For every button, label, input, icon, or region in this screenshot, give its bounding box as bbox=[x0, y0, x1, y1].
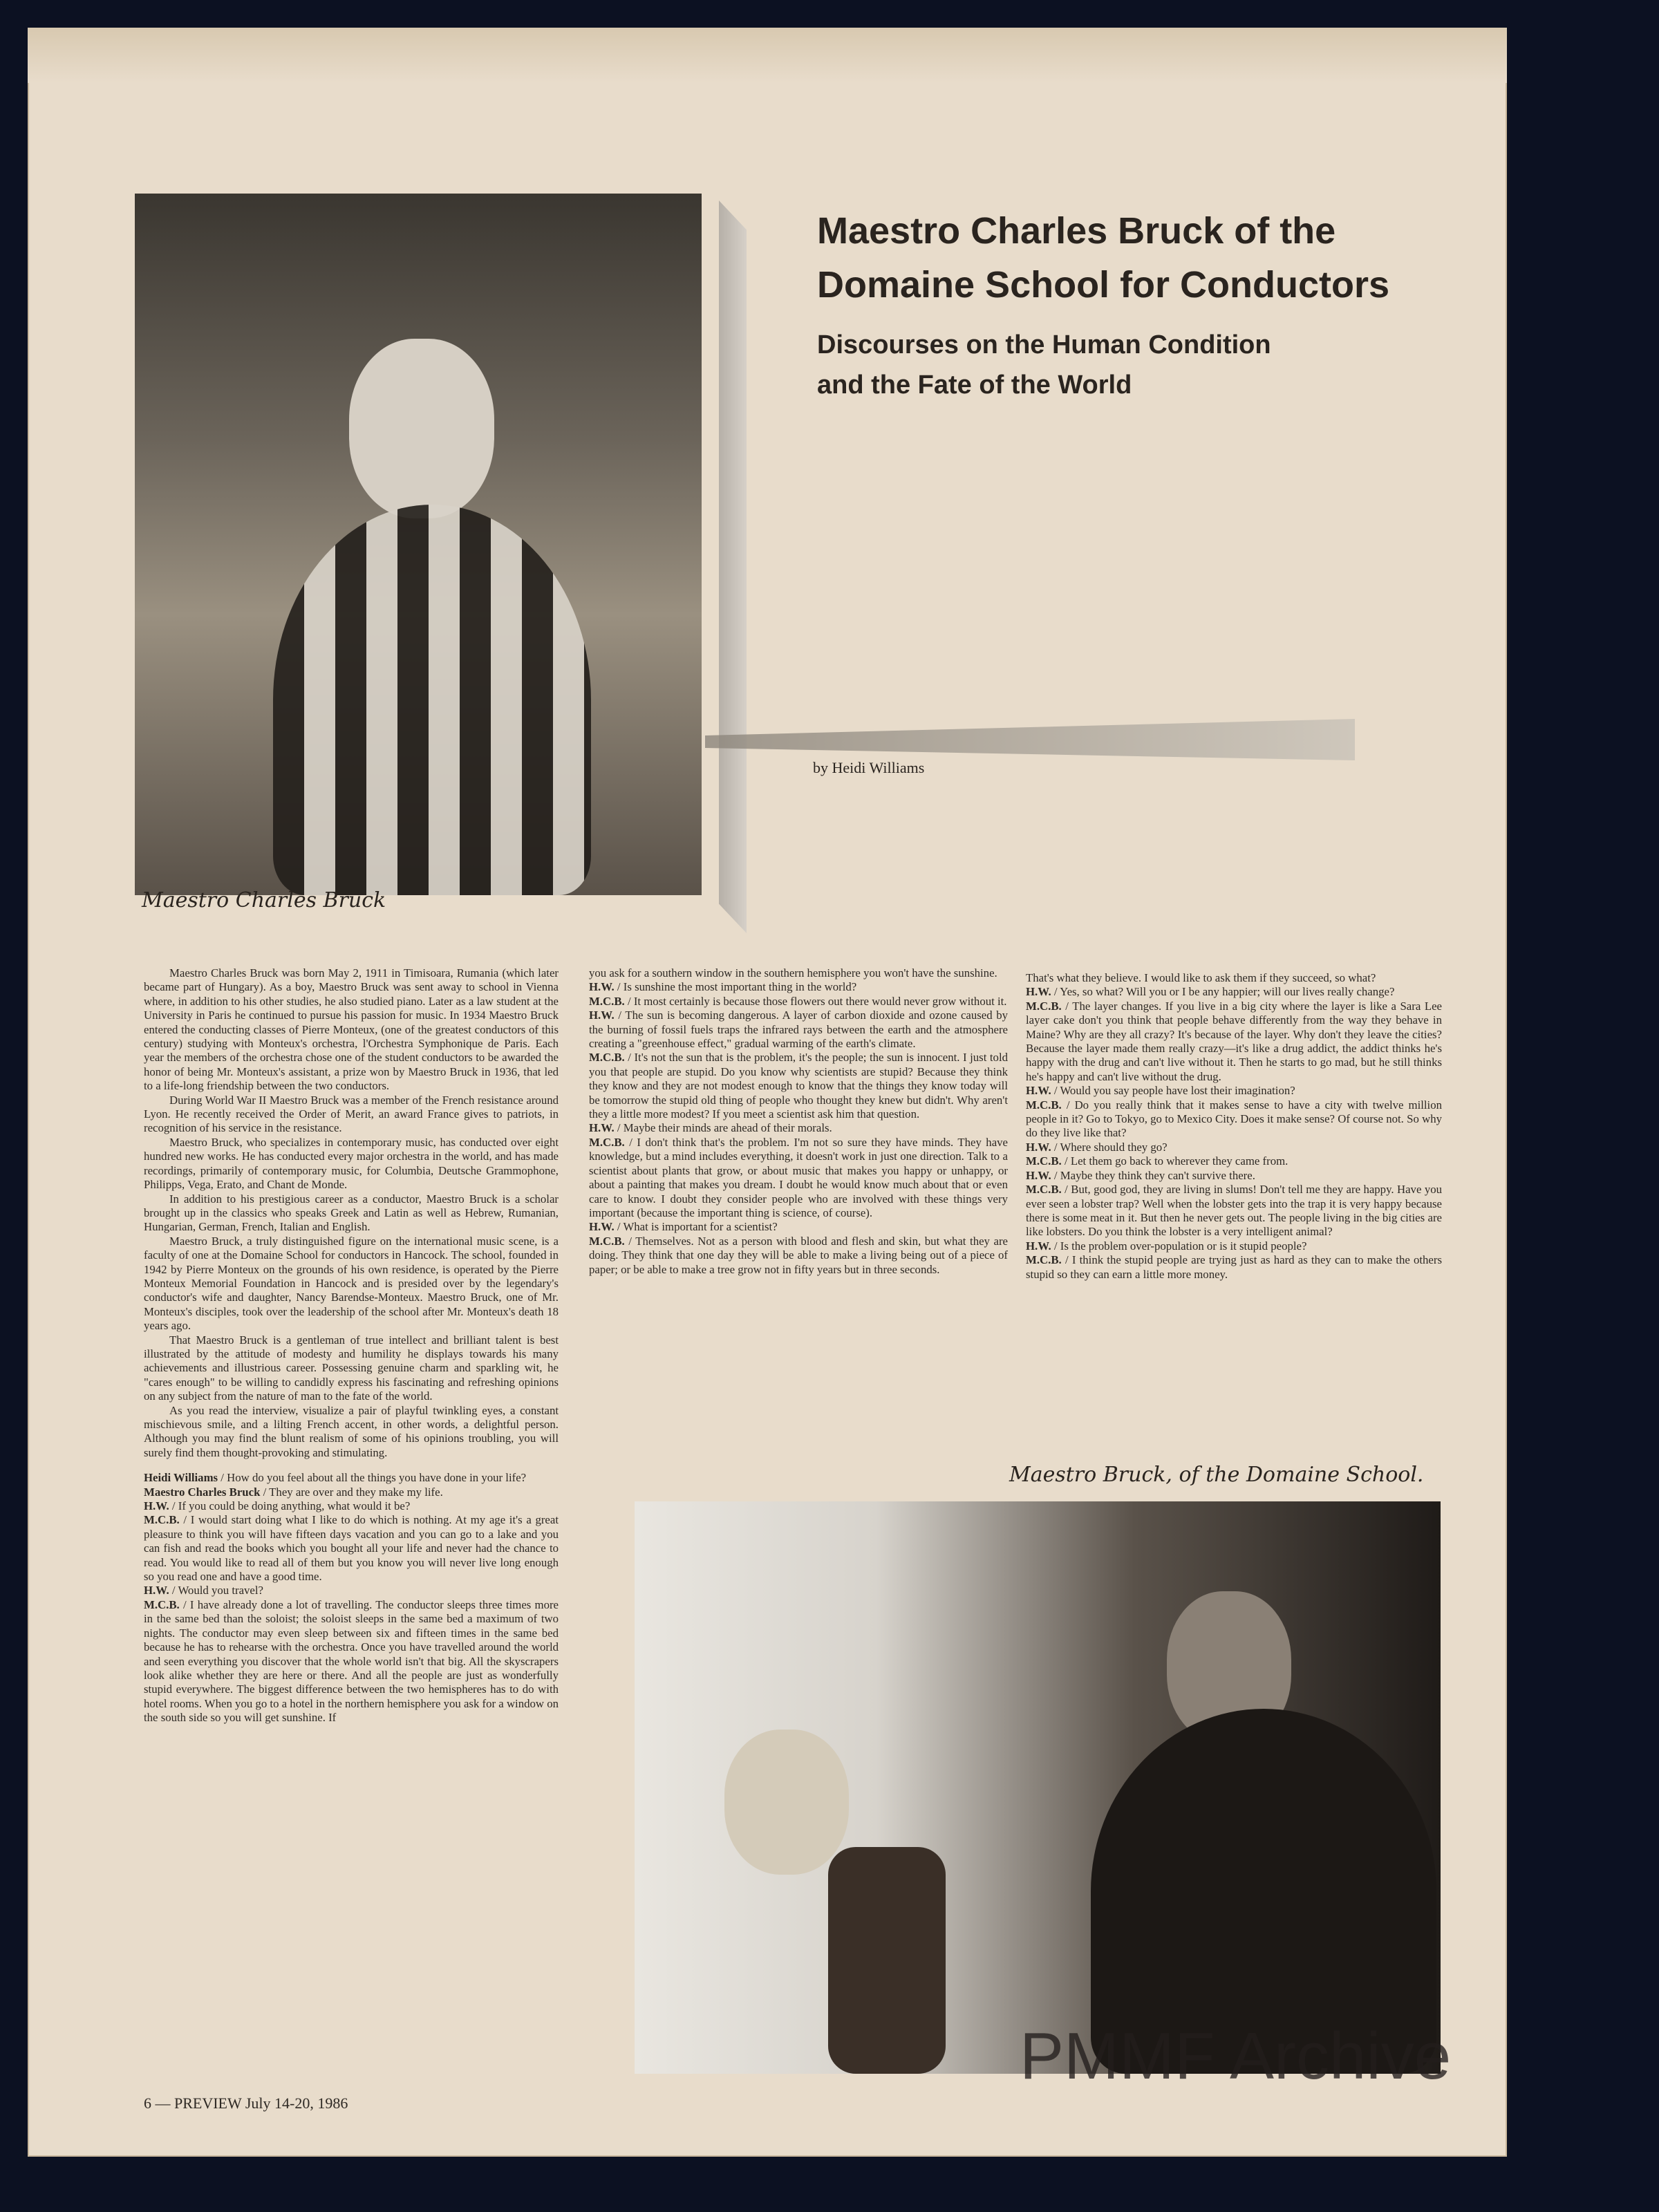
qa-entry: H.W. / Yes, so what? Will you or I be any happier; will our lives really change? bbox=[1026, 985, 1395, 999]
decorative-bar bbox=[719, 200, 747, 933]
paragraph: As you read the interview, visualize a pair of playful twinkling eyes, a constant mischievous smile, and a lilting French accent, in other words, a delightful person. Although you may find the blunt realism of some of his opinions troubling, you will surely find them thought-provoking and stimulating. bbox=[144, 1403, 559, 1459]
photo-caption-2: Maestro Bruck, of the Domaine School. bbox=[1009, 1463, 1424, 1487]
qa-entry: M.C.B. / Do you really think that it makes sense to have a city with twelve million people in it? Go to Tokyo, go to Mexico City. Does it make sense? Of course not. So why do they live like that? bbox=[1026, 1098, 1442, 1140]
portrait-photo bbox=[135, 194, 702, 895]
qa-entry: M.C.B. / I have already done a lot of travelling. The conductor sleeps three times more in the same bed than the soloist; the soloist sleeps in the same bed a maximum of two nights. The conductor may even sleep between six and fifteen times in the same bed because he has to rehearse with the orchestra. Once you have travelled around the world and seen everything you discover that the whole world isn't that big. All the skyscrapers look alike whether they are here or there. And all the people are just as wonderfully stupid everywhere. The biggest difference between the two hemispheres has to do with hotel rooms. When you go to a hotel in the northern hemisphere you ask for a window on the south side so you will get sunshine. If bbox=[144, 1597, 559, 1725]
qa-entry: M.C.B. / It's not the sun that is the problem, it's the people; the sun is innocent. I just told you that people are stupid. Do you know why scientists are stupid? Because they think they know and they are not modest enough to know that the things they know today will be tomorrow the stupid old thing of people who thought they knew but didn't. Why aren't they a little more modest? If you meet a scientist ask him that question. bbox=[589, 1051, 1008, 1121]
qa-entry: H.W. / Where should they go? bbox=[1026, 1140, 1168, 1154]
page-fold bbox=[28, 28, 1507, 83]
qa-entry: H.W. / Maybe their minds are ahead of their morals. bbox=[589, 1121, 832, 1135]
portrait-plaid-shirt bbox=[273, 505, 591, 895]
article-column-2 bbox=[589, 966, 1008, 1277]
qa-entry: M.C.B. / Themselves. Not as a person with blood and flesh and skin, but what they are doing. They think that one day they will be able to make a living being out of a piece of paper; or be able to make a tree grow not in fifty years but in three seconds. bbox=[589, 1234, 1009, 1276]
qa-entry: H.W. / Is the problem over-population or is it stupid people? bbox=[1026, 1239, 1307, 1253]
qa-entry: M.C.B. / But, good god, they are living in slums! Don't tell me they are happy. Have you ever seen a lobster trap? Well when the lobster gets into the trap it is very happy because there is some meat in it. But then he never gets out. The people living in the big cities are like lobsters. Do you think the lobster is a very intelligent animal? bbox=[1026, 1183, 1442, 1239]
qa-entry: M.C.B. / I would start doing what I like to do which is nothing. At my age it's a great pleasure to think you will have fifteen days vacation and you can go to a lake and you can fish and read the books which you bought all your life and never had the chance to read. You would like to read all of them but you know you will never live long enough so you read one and have a good time. bbox=[144, 1513, 559, 1584]
archive-watermark: PMMF Archive bbox=[1020, 2019, 1452, 2093]
paragraph: Maestro Bruck, who specializes in contemporary music, has conducted over eight hundred new works. He has conducted every major orchestra in the world, and has made recordings, primarily of contemporary music, for Columbia, Deutsche Grammophone, Philipps, Vega, Erato, and Chant de Monde. bbox=[144, 1135, 559, 1192]
qa-entry: H.W. / Maybe they think they can't survive there. bbox=[1026, 1168, 1255, 1182]
qa-entry: you ask for a southern window in the southern hemisphere you won't have the sunshine. bbox=[589, 966, 997, 980]
qa-entry: Heidi Williams / How do you feel about all the things you have done in your life? bbox=[144, 1471, 527, 1485]
qa-entry: M.C.B. / The layer changes. If you live in a big city where the layer is like a Sara Lee layer cake don't you think that people behave differently from the way they behave in Maine? Why are they all crazy? It's because of the layer. Why don't they leave the cities? Because the layer made them really crazy—it's like a drug addict, the addict thinks he's happy with the drug and can't live without it. Then he starts to go mad, but he still thinks he's happy and can't live without the drug. bbox=[1026, 999, 1443, 1083]
paragraph: In addition to his prestigious career as a conductor, Maestro Bruck is a scholar brought up in the classics who speaks Greek and Latin as well as Hebrew, Rumanian, Hungarian, German, French, Italian and English. bbox=[144, 1192, 559, 1234]
qa-entry: H.W. / Would you travel? bbox=[144, 1584, 263, 1597]
qa-entry: M.C.B. / Let them go back to wherever they came from. bbox=[1026, 1154, 1288, 1168]
page-footer: 6 — PREVIEW July 14-20, 1986 bbox=[144, 2094, 348, 2112]
paragraph: Maestro Bruck, a truly distinguished figure on the international music scene, is a faculty of one at the Domaine School for conductors in Hancock. The school, founded in 1942 by Pierre Monteux on the grounds of his own residence, is operated by the Pierre Monteux Memorial Foundation in Hancock and is presided over by the legendary's conductor's wife and daughter, Nancy Barendse-Monteux. Maestro Bruck, one of Mr. Monteux's disciples, took over the leadership of the school after Mr. Monteux's death 18 years ago. bbox=[144, 1234, 559, 1333]
article-column-3 bbox=[1026, 971, 1442, 1282]
qa-entry: M.C.B. / I don't think that's the problem. I'm not so sure they have minds. They have knowledge, but a mind includes everything, it doesn't work in just one direction. Talk to a scientist about plants that grow, or about music that makes you happy or unhappy, or about a painting that makes you dream. I doubt he would know much about that or even care to know. I doubt they consider people who are involved with these things very important (because the important thing is science, of course). bbox=[589, 1135, 1008, 1219]
byline: by Heidi Williams bbox=[813, 759, 925, 776]
paragraph: Maestro Charles Bruck was born May 2, 1911 in Timisoara, Rumania (which later became part of Hungary). As a boy, Maestro Bruck was sent away to school in Vienna where, in addition to his other studies, he also studied piano. Later as a law student at the University in Paris he continued to pursue his passion for music. In 1934 Maestro Bruck entered the conducting classes of Pierre Monteux, (one of the greatest conductors of this century) studying with Monteux's orchestra, l'Orchestra Symphonique de Paris. Each year the members of the orchestra chose one of the student conductors to be awarded the honor of being Mr. Monteux's assistant, a prize won by Maestro Bruck in 1936, that led to a life-long friendship between the two conductors. bbox=[144, 966, 559, 1093]
qa-entry: That's what they believe. I would like to ask them if they succeed, so what? bbox=[1026, 971, 1376, 984]
qa-entry: M.C.B. / It most certainly is because those flowers out there would never grow without it. bbox=[589, 994, 1007, 1008]
qa-entry: Maestro Charles Bruck / They are over and they make my life. bbox=[144, 1485, 443, 1499]
qa-entry: H.W. / Would you say people have lost their imagination? bbox=[1026, 1084, 1295, 1098]
article-subtitle: Discourses on the Human Condition and the Fate of the World bbox=[817, 330, 1271, 400]
photo-caption-1: Maestro Charles Bruck bbox=[142, 888, 386, 912]
qa-entry: H.W. / Is sunshine the most important thing in the world? bbox=[589, 980, 857, 994]
qa-entry: H.W. / What is important for a scientist? bbox=[589, 1220, 778, 1234]
paragraph: That Maestro Bruck is a gentleman of true intellect and brilliant talent is best illustrated by the attitude of modesty and humility he displays towards his many achievements and illustrious career. Possessing genuine charm and sparkling wit, he "cares enough" to be willing to candidly express his fascinating and refreshing opinions on any subject from the nature of man to the fate of the world. bbox=[144, 1333, 559, 1403]
cellist-head bbox=[724, 1730, 849, 1875]
portrait-head bbox=[349, 339, 494, 518]
cello bbox=[828, 1847, 946, 2074]
rehearsal-photo bbox=[635, 1501, 1441, 2074]
article-title: Maestro Charles Bruck of the Domaine School for Conductors bbox=[817, 210, 1390, 306]
qa-entry: H.W. / If you could be doing anything, what would it be? bbox=[144, 1499, 411, 1513]
qa-entry: M.C.B. / I think the stupid people are trying just as hard as they can to make the others stupid so they can earn a little more money. bbox=[1026, 1253, 1442, 1281]
qa-entry: H.W. / The sun is becoming dangerous. A layer of carbon dioxide and ozone caused by the burning of fossil fuels traps the infrared rays between the earth and the atmosphere creating a "greenhouse effect," gradual warming of the earth's climate. bbox=[589, 1009, 1009, 1051]
article-column-1 bbox=[144, 966, 559, 1725]
paragraph: During World War II Maestro Bruck was a member of the French resistance around Lyon. He recently received the Order of Merit, an award France gives to patriots, in recognition of his service in the resistance. bbox=[144, 1093, 559, 1135]
